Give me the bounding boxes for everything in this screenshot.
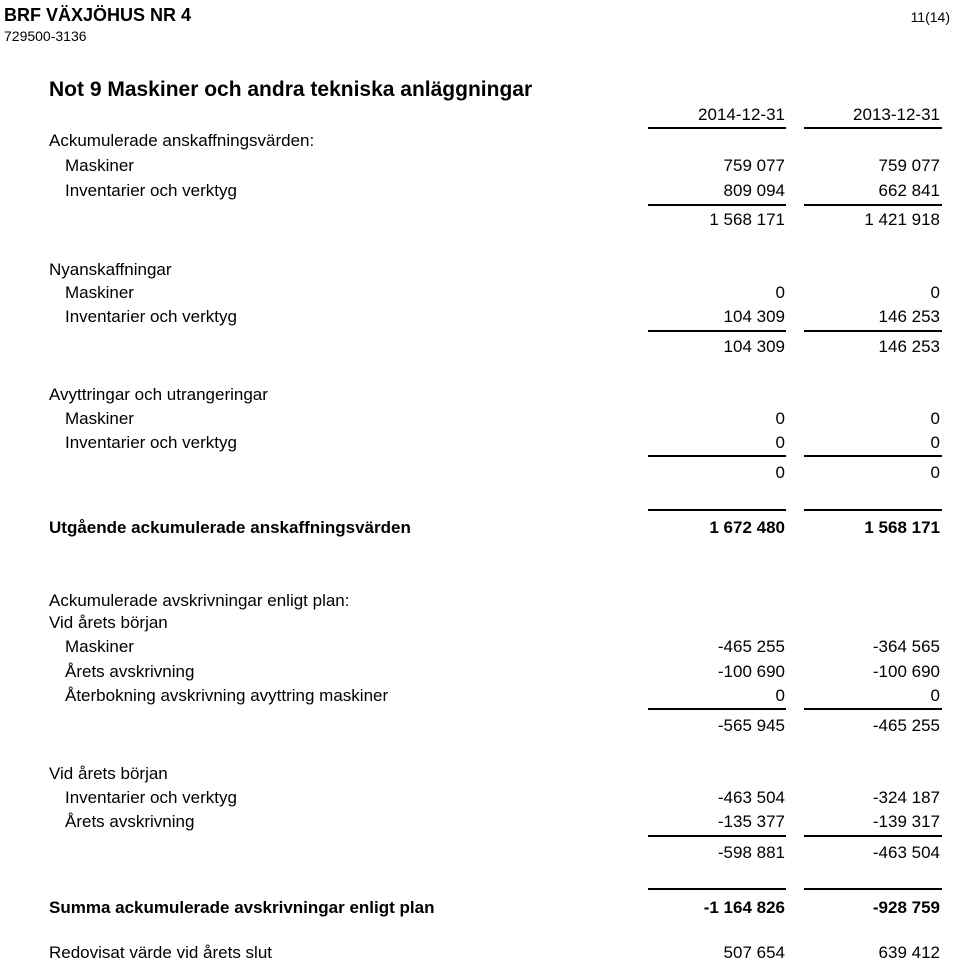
value-2014: 104 309 [723, 307, 785, 326]
total-rule [648, 888, 786, 890]
subtotal-row [0, 337, 960, 359]
sub-heading-label: Vid årets början [49, 613, 168, 632]
sub-heading-label: Vid årets början [49, 764, 168, 783]
value-2014: 1 568 171 [709, 210, 785, 229]
subtotal-row [0, 716, 960, 738]
value-2013: 0 [930, 686, 940, 705]
subtotal-row [0, 843, 960, 865]
value-2013: 146 253 [878, 307, 940, 326]
section-heading-label: Avyttringar och utrangeringar [49, 385, 268, 404]
value-2014: -463 504 [717, 788, 785, 807]
table-row [0, 307, 960, 329]
value-2014: 809 094 [723, 181, 785, 200]
row-label: Summa ackumulerade avskrivningar enligt plan [49, 898, 435, 917]
subtotal-row [0, 210, 960, 232]
table-row [0, 433, 960, 455]
row-label: Maskiner [65, 283, 134, 302]
subtotal-rule [804, 835, 942, 837]
column-header-2013: 2013-12-31 [853, 105, 940, 124]
value-2014: 0 [775, 283, 785, 302]
value-2013: -324 187 [872, 788, 940, 807]
value-2014: -135 377 [717, 812, 785, 831]
value-2014: -1 164 826 [703, 898, 785, 917]
value-2013: -364 565 [872, 637, 940, 656]
value-2014: -465 255 [717, 637, 785, 656]
total-row [0, 898, 960, 920]
book-value-row [0, 943, 960, 965]
organization-number: 729500-3136 [4, 28, 87, 44]
value-2013: 662 841 [878, 181, 940, 200]
value-2013: 0 [930, 409, 940, 428]
section-heading-label: Ackumulerade avskrivningar enligt plan: [49, 591, 350, 610]
table-row [0, 686, 960, 708]
subtotal-row [0, 463, 960, 485]
value-2014: 1 672 480 [709, 518, 785, 537]
subtotal-rule [804, 708, 942, 710]
value-2014: 0 [775, 409, 785, 428]
subtotal-rule [648, 708, 786, 710]
section-heading [0, 385, 960, 407]
row-label: Inventarier och verktyg [65, 181, 237, 200]
header-underline-2014 [648, 127, 786, 129]
row-label: Årets avskrivning [65, 662, 195, 681]
table-row [0, 156, 960, 178]
page-number: 11(14) [910, 9, 950, 25]
table-row [0, 283, 960, 305]
section-heading [0, 131, 960, 153]
table-row [0, 662, 960, 684]
value-2013: 639 412 [878, 943, 940, 962]
value-2014: -598 881 [717, 843, 785, 862]
section-heading [0, 591, 960, 613]
value-2014: 0 [775, 463, 785, 482]
sub-heading [0, 764, 960, 786]
subtotal-rule [804, 204, 942, 206]
row-label: Maskiner [65, 637, 134, 656]
value-2013: 759 077 [878, 156, 940, 175]
value-2014: 507 654 [723, 943, 785, 962]
row-label: Årets avskrivning [65, 812, 195, 831]
value-2014: 0 [775, 433, 785, 452]
value-2014: -100 690 [717, 662, 785, 681]
value-2013: 0 [930, 463, 940, 482]
row-label: Inventarier och verktyg [65, 788, 237, 807]
table-row [0, 812, 960, 834]
subtotal-rule [648, 204, 786, 206]
total-rule [648, 509, 786, 511]
row-label: Utgående ackumulerade anskaffningsvärden [49, 518, 411, 537]
subtotal-rule [648, 330, 786, 332]
table-row [0, 181, 960, 203]
column-header-row [0, 105, 960, 127]
value-2013: -463 504 [872, 843, 940, 862]
row-label: Maskiner [65, 156, 134, 175]
subtotal-rule [648, 835, 786, 837]
section-heading [0, 260, 960, 282]
total-rule [804, 888, 942, 890]
row-label: Återbokning avskrivning avyttring maskiner [65, 686, 389, 705]
total-rule [804, 509, 942, 511]
row-label: Inventarier och verktyg [65, 433, 237, 452]
subtotal-rule [804, 330, 942, 332]
total-row [0, 518, 960, 540]
value-2014: 0 [775, 686, 785, 705]
value-2014: -565 945 [717, 716, 785, 735]
section-heading-label: Nyanskaffningar [49, 260, 172, 279]
row-label: Redovisat värde vid årets slut [49, 943, 272, 962]
table-row [0, 788, 960, 810]
value-2013: -100 690 [872, 662, 940, 681]
header-underline-2013 [804, 127, 942, 129]
table-row [0, 409, 960, 431]
value-2013: 0 [930, 433, 940, 452]
value-2013: 146 253 [878, 337, 940, 356]
value-2013: 1 568 171 [864, 518, 940, 537]
value-2014: 104 309 [723, 337, 785, 356]
section-heading-label: Ackumulerade anskaffningsvärden: [49, 131, 315, 150]
sub-heading [0, 613, 960, 635]
note-title: Not 9 Maskiner och andra tekniska anläggningar [49, 78, 533, 101]
organization-name: BRF VÄXJÖHUS NR 4 [4, 5, 192, 25]
value-2013: 0 [930, 283, 940, 302]
subtotal-rule [648, 455, 786, 457]
column-header-2014: 2014-12-31 [698, 105, 785, 124]
value-2013: -139 317 [872, 812, 940, 831]
value-2013: 1 421 918 [864, 210, 940, 229]
row-label: Maskiner [65, 409, 134, 428]
value-2014: 759 077 [723, 156, 785, 175]
table-row [0, 637, 960, 659]
value-2013: -465 255 [872, 716, 940, 735]
row-label: Inventarier och verktyg [65, 307, 237, 326]
value-2013: -928 759 [872, 898, 940, 917]
subtotal-rule [804, 455, 942, 457]
